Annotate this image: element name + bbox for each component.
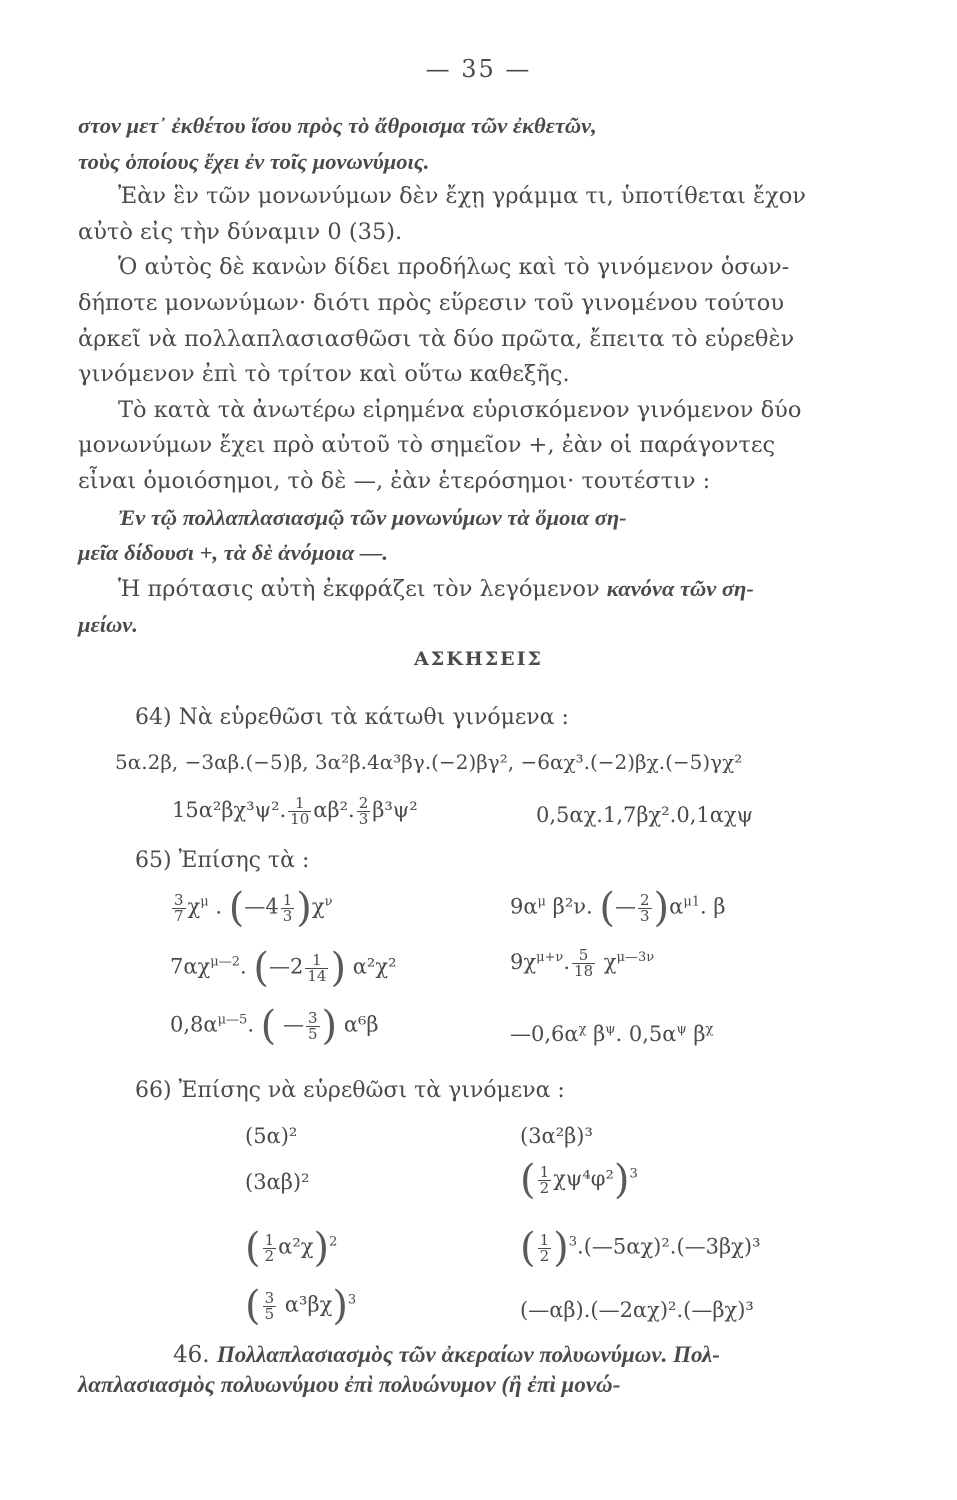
denominator: 2 (539, 1246, 550, 1265)
term: χ (187, 894, 201, 919)
denominator: 2 (539, 1178, 550, 1197)
exercise-65-a-left: $\frac{3}{7}$ $\chi^\mu$ . (—4 $\frac{1}{3}$ )$\chi^\nu$ (174, 885, 333, 931)
fraction (572, 948, 595, 979)
exercise-66-left-1: (5α)² (245, 1124, 298, 1148)
numerator: 1 (305, 953, 328, 969)
denominator: 2 (264, 1246, 275, 1265)
exercise-66-right-2: ( $\frac{1}{2}$ χψ⁴φ²)$^3$ (520, 1157, 638, 1203)
term: —4 (244, 894, 279, 919)
fraction (357, 796, 371, 827)
text-line: ἀρκεῖ νὰ πολλαπλασιασθῶσι τὰ δύο πρῶτα, ἔπειτα τὸ εὑρεθὲν (78, 325, 795, 352)
text-span: Ἡ πρότασις αὐτὴ ἐκφράζει τὸν λεγόμενον (118, 575, 607, 602)
term: 9χ (510, 950, 537, 974)
exercises-heading: ΑΣΚΗΣΕΙΣ (414, 648, 543, 670)
text-line: εἶναι ὁμοιόσημοι, τὸ δὲ —, ἐὰν ἑτερόσημοι· τουτέστιν : (78, 467, 711, 494)
text-line: δήποτε μονωνύμων· διότι πρὸς εὕρεσιν τοῦ γινομένου τούτου (78, 289, 784, 316)
fraction (263, 1288, 277, 1323)
section-title: λαπλασιασμὸς πολυωνύμου ἐπὶ πολυώνυμον (ἢ ἐπὶ μονώ- (78, 1372, 621, 1397)
fraction (288, 796, 311, 827)
term: 9α (510, 894, 538, 919)
text-line: μείων. (78, 612, 138, 638)
section-number: 46. (173, 1342, 217, 1368)
numerator: 1 (539, 1162, 550, 1181)
exercise-65-b-right: $9\chi^{\mu+\nu}$. $\frac{5}{18}$ $\chi^{\mu—3\nu}$ (510, 946, 655, 980)
term: α³βχ (284, 1292, 333, 1317)
term: —0,6α (510, 1022, 579, 1046)
section-46-heading (78, 1342, 720, 1398)
exercise-65-b-left: $7\alpha\chi^{\mu—2}$. (—2 $\frac{1}{14}$ ) α²χ² (170, 945, 397, 991)
rule-statement: μεῖα δίδουσι +, τὰ δὲ ἀνόμοια —. (78, 540, 389, 566)
term: —2 (268, 954, 304, 979)
denominator: 18 (574, 962, 594, 980)
numerator: 1 (539, 1230, 550, 1249)
exercise-64-row-2-left (172, 796, 418, 827)
numerator: 1 (288, 796, 311, 812)
term: .(—5αχ)².(—3βχ)³ (577, 1234, 761, 1259)
text-line: Τὸ κατὰ τὰ ἀνωτέρω εἰρημένα εὑρισκόμενον γινόμενον δύο (118, 396, 802, 423)
denominator: 5 (264, 1304, 275, 1323)
exercise-66-left-4: ( $\frac{3}{5}$ α³βχ)$^3$ (245, 1283, 357, 1329)
text-line: γινόμενον ἐπὶ τὸ τρίτον καὶ οὕτω καθεξῆς. (78, 361, 570, 388)
exercise-66-right-1: (3α²β)³ (520, 1124, 593, 1148)
exercise-65-a-right: $9\alpha^\mu$ β²ν. (— $\frac{2}{3}$ )$\alpha^{\mu 1}$. β (510, 885, 726, 931)
text-line (78, 1342, 720, 1368)
section-title: Πολλαπλασιασμὸς τῶν ἀκεραίων πολυωνύμων. Πολ- (216, 1342, 720, 1367)
fraction (306, 1008, 320, 1043)
term: 15α²βχ³ψ². (172, 798, 287, 822)
exercise-66-right-4: (—αβ).(—2αχ)².(—βχ)³ (520, 1298, 754, 1322)
numerator: 2 (358, 794, 369, 812)
exercise-66-right-3: ( $\frac{1}{2}$ )$^3$.(—5αχ)².(—3βχ)³ (520, 1225, 761, 1271)
text-line: τοὺς ὁποίους ἔχει ἐν τοῖς μονωνύμοις. (78, 148, 430, 174)
exercise-65-c-left: $0,8\alpha^{\mu—5}$. ( — $\frac{3}{5}$ ) α⁶β (170, 1003, 379, 1049)
text-line: μονωνύμων ἔχει πρὸ αὐτοῦ τὸ σημεῖον +, ἐὰν οἱ παράγοντες (78, 432, 776, 459)
text-line: αὐτὸ εἰς τὴν δύναμιν 0 (35). (78, 218, 403, 245)
text-line (78, 571, 898, 608)
term: α²χ² (352, 954, 397, 979)
exercise-64-label: 64) Νὰ εὑρεθῶσι τὰ κάτωθι γινόμενα : (135, 705, 569, 730)
numerator: 2 (639, 890, 650, 909)
denominator: 3 (358, 810, 369, 828)
term: . β (700, 894, 726, 919)
text-line: Ἐὰν ἓν τῶν μονωνύμων δὲν ἔχῃ γράμμα τι, ὑποτίθεται ἔχον (118, 183, 806, 210)
term: β (693, 1022, 706, 1046)
exercise-66-left-3: ( $\frac{1}{2}$ α²χ)$^2$ (245, 1225, 338, 1271)
numerator: 3 (174, 890, 184, 909)
term: β (593, 1022, 606, 1046)
page-number: — 35 — (425, 55, 532, 83)
fraction (172, 890, 186, 925)
fraction (538, 1230, 552, 1265)
fraction (638, 890, 652, 925)
term: . 0,5α (615, 1022, 677, 1046)
exercise-66-left-2: (3αβ)² (245, 1170, 310, 1194)
rule-name: κανόνα τῶν ση- (606, 575, 754, 601)
numerator: 5 (572, 948, 595, 964)
denominator: 3 (282, 906, 293, 925)
term: α⁶β (343, 1012, 379, 1037)
term: χψ⁴φ² (553, 1166, 614, 1191)
fraction (281, 890, 295, 925)
exercise-66-label: 66) Ἐπίσης νὰ εὑρεθῶσι τὰ γινόμενα : (135, 1078, 565, 1103)
text-line: Ὁ αὐτὸς δὲ κανὼν δίδει προδήλως καὶ τὸ γινόμενον ὁσων- (118, 254, 790, 281)
fraction (538, 1162, 552, 1197)
rule-statement: Ἐν τῷ πολλαπλασιασμῷ τῶν μονωνύμων τὰ ὅμοια ση- (118, 504, 627, 530)
exercise-64-row-2-right: 0,5αχ.1,7βχ².0,1αχψ (536, 803, 754, 827)
denominator: 14 (307, 966, 327, 985)
text-line: στον μετ᾽ ἐκθέτου ἴσου πρὸς τὸ ἄθροισμα τῶν ἐκθετῶν, (78, 113, 597, 138)
fraction (305, 950, 328, 985)
denominator: 7 (174, 906, 184, 925)
term: 0,8α (170, 1012, 218, 1037)
term: 7αχ (170, 954, 211, 979)
term: αβ². (313, 798, 355, 822)
numerator: 3 (264, 1288, 275, 1307)
exercise-64-row-1: 5α.2β, −3αβ.(−5)β, 3α²β.4α³βγ.(−2)βγ², −6αχ³.(−2)βχ.(−5)γχ² (115, 750, 743, 774)
denominator: 3 (639, 906, 650, 925)
term: β³ψ² (372, 798, 418, 822)
numerator: 1 (282, 890, 293, 909)
denominator: 10 (290, 810, 310, 828)
paragraph-rule-continuation (78, 108, 898, 643)
numerator: 1 (264, 1230, 275, 1249)
fraction (263, 1230, 277, 1265)
denominator: 5 (307, 1024, 318, 1043)
exercise-65-c-right: $—0,6\alpha^\chi$ $\beta^\psi$. $0,5\alpha^\psi$ $\beta^\chi$ (510, 1022, 714, 1046)
exercise-65-label: 65) Ἐπίσης τὰ : (135, 848, 310, 873)
numerator: 3 (307, 1008, 318, 1027)
term: α²χ (278, 1234, 314, 1259)
